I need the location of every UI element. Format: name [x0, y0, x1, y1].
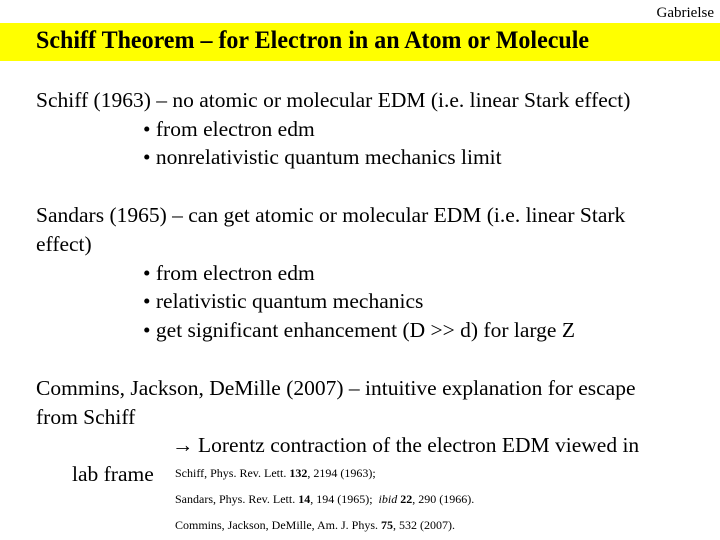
- commins-heading-cont: from Schiff: [36, 405, 136, 429]
- bullet: • relativistic quantum mechanics: [143, 289, 424, 313]
- sandars-heading: Sandars (1965) – can get atomic or molecular EDM (i.e. linear Stark: [36, 203, 626, 227]
- bullet: • from electron edm: [143, 261, 315, 285]
- commins-line: lab frame: [72, 462, 154, 486]
- reference: Sandars, Phys. Rev. Lett. 14, 194 (1965); ibid 22, 290 (1966).: [175, 492, 475, 506]
- bullet: • from electron edm: [143, 117, 315, 141]
- commins-heading: Commins, Jackson, DeMille (2007) – intuitive explanation for escape: [36, 376, 636, 400]
- bullet: • nonrelativistic quantum mechanics limit: [143, 145, 502, 169]
- arrow-icon: →: [172, 433, 194, 457]
- bullet: • get significant enhancement (D >> d) for large Z: [143, 318, 575, 342]
- sandars-heading-cont: effect): [36, 232, 92, 256]
- slide-title: Schiff Theorem – for Electron in an Atom or Molecule: [36, 27, 590, 54]
- reference: Commins, Jackson, DeMille, Am. J. Phys. 75, 532 (2007).: [175, 518, 456, 532]
- author-label: Gabrielse: [656, 5, 714, 21]
- commins-line: Lorentz contraction of the electron EDM viewed in: [198, 433, 640, 457]
- reference: Schiff, Phys. Rev. Lett. 132, 2194 (1963);: [175, 466, 376, 480]
- schiff-heading: Schiff (1963) – no atomic or molecular EDM (i.e. linear Stark effect): [36, 88, 631, 112]
